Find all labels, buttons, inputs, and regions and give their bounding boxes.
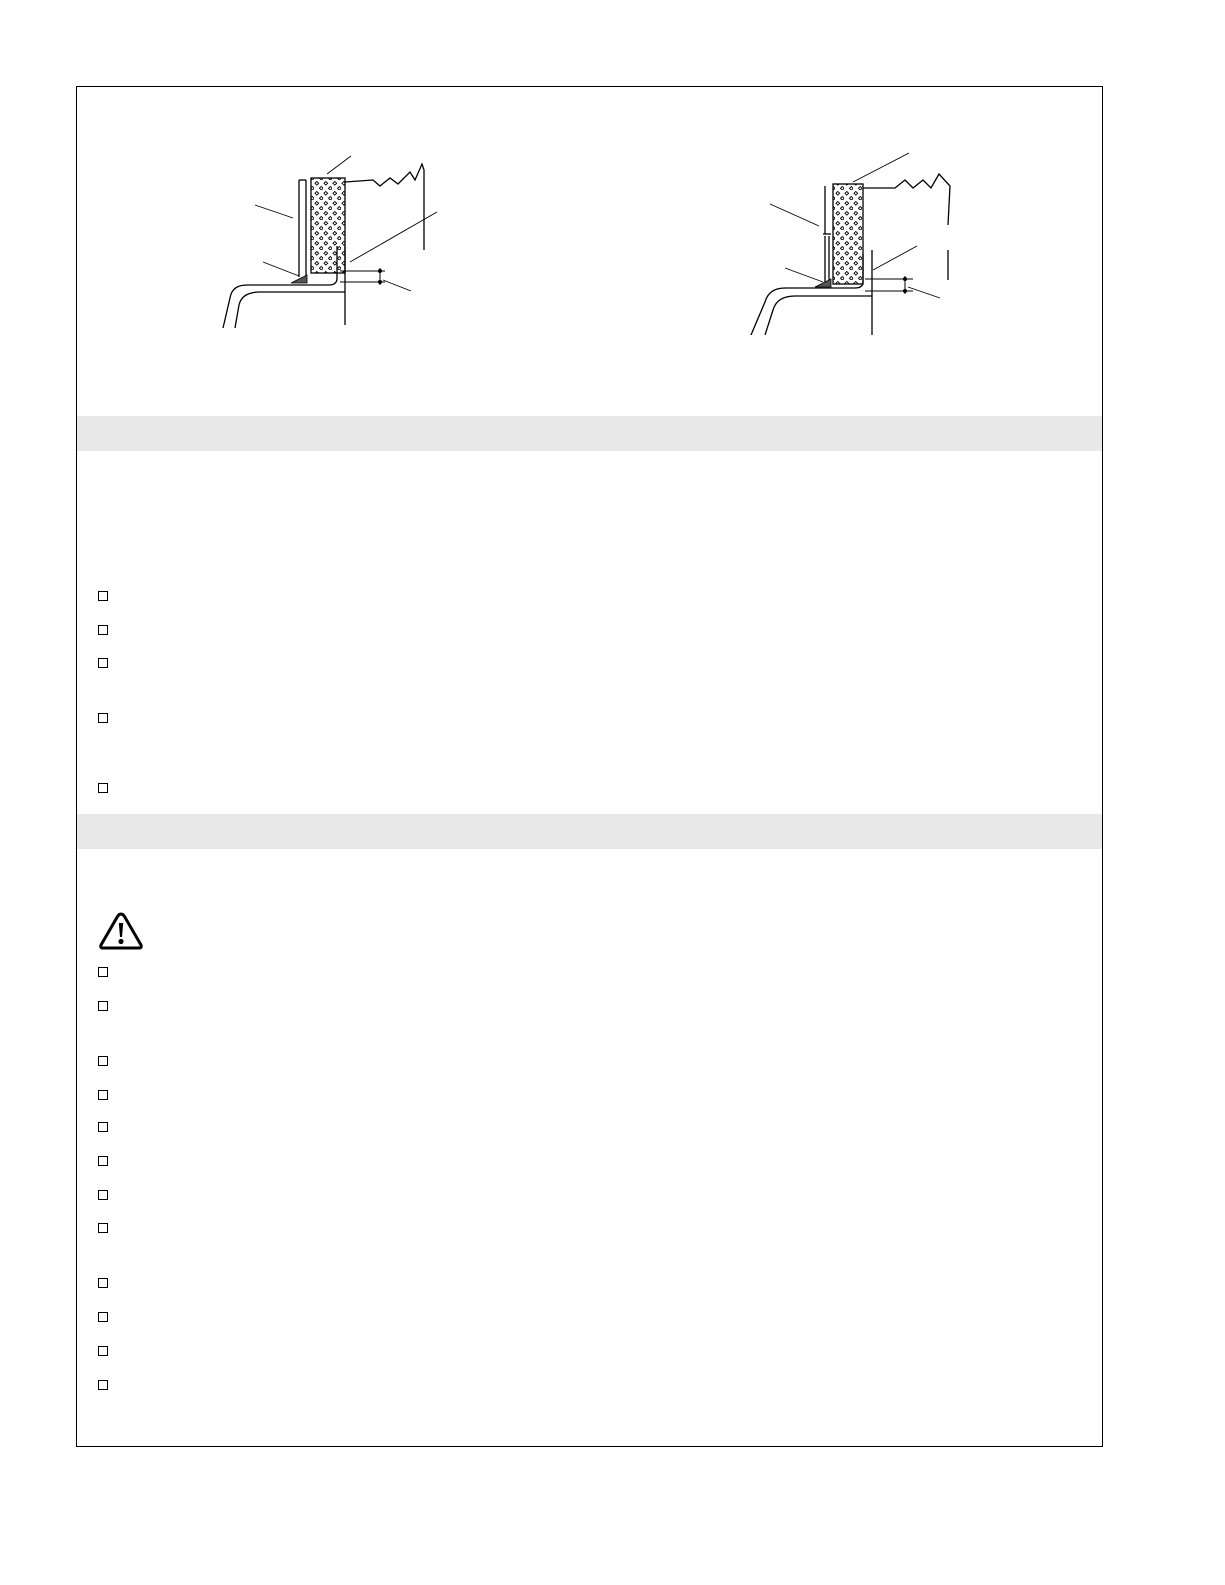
checklist-checkbox[interactable] (98, 713, 108, 723)
checklist-checkbox[interactable] (98, 1056, 108, 1066)
checklist-checkbox[interactable] (98, 1380, 108, 1390)
section-header-bar (77, 814, 1102, 849)
checklist-checkbox[interactable] (98, 1156, 108, 1166)
checklist-checkbox[interactable] (98, 1312, 108, 1322)
checklist-checkbox[interactable] (98, 1223, 108, 1233)
checklist-checkbox[interactable] (98, 967, 108, 977)
checklist-checkbox[interactable] (98, 658, 108, 668)
checklist-checkbox[interactable] (98, 1190, 108, 1200)
checklist-checkbox[interactable] (98, 1346, 108, 1356)
checklist-checkbox[interactable] (98, 1001, 108, 1011)
checklist-checkbox[interactable] (98, 625, 108, 635)
warning-triangle-icon (98, 911, 144, 951)
installation-diagram-right (745, 150, 975, 335)
checklist-checkbox[interactable] (98, 1122, 108, 1132)
installation-diagram-left (215, 150, 445, 335)
checklist-checkbox[interactable] (98, 1278, 108, 1288)
checklist-checkbox[interactable] (98, 783, 108, 793)
checklist-checkbox[interactable] (98, 591, 108, 601)
section-header-bar (77, 416, 1102, 451)
checklist-checkbox[interactable] (98, 1090, 108, 1100)
